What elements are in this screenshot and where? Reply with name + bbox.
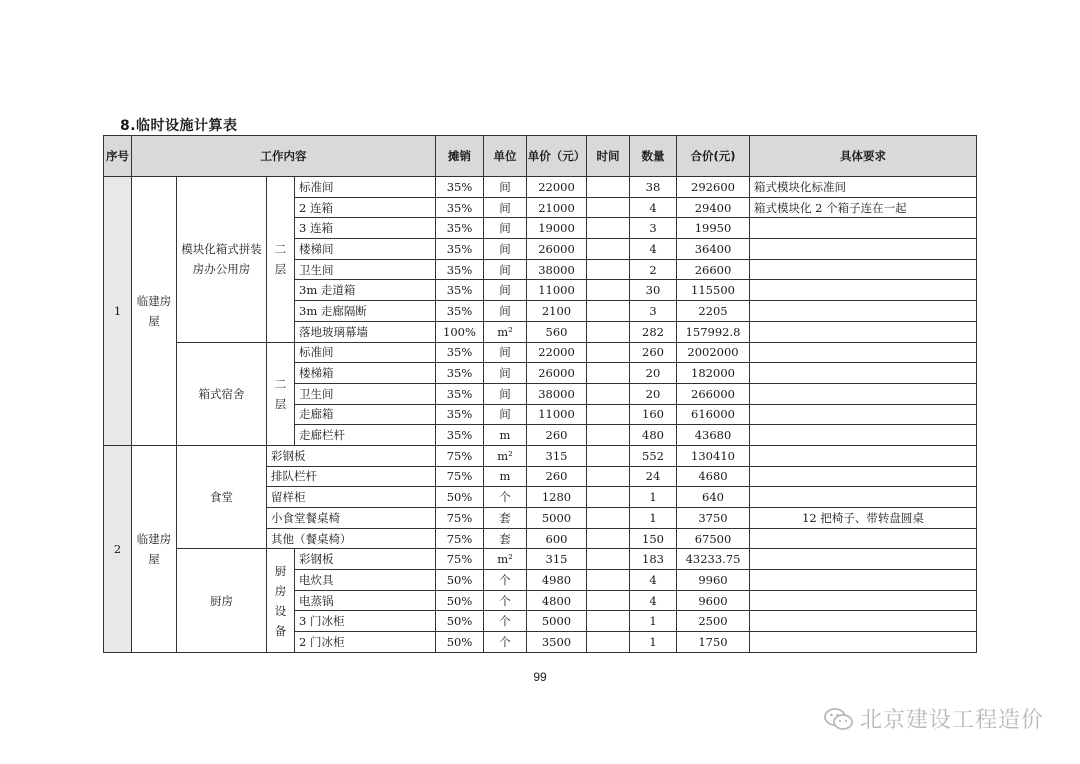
requirements-cell: 箱式模块化标准间	[750, 177, 977, 198]
time-cell	[587, 508, 630, 529]
requirements-cell	[750, 259, 977, 280]
unit-cell: 间	[484, 239, 527, 260]
unit-price-cell: 38000	[527, 259, 587, 280]
unit-price-cell: 38000	[527, 383, 587, 404]
unit-cell: 个	[484, 570, 527, 591]
requirements-cell	[750, 549, 977, 570]
requirements-cell	[750, 590, 977, 611]
unit-price-cell: 3500	[527, 632, 587, 653]
total-cell: 26600	[677, 259, 750, 280]
total-cell: 67500	[677, 528, 750, 549]
time-cell	[587, 259, 630, 280]
category-cell: 临建房屋	[132, 177, 177, 446]
requirements-cell	[750, 528, 977, 549]
unit-cell: m²	[484, 549, 527, 570]
time-cell	[587, 301, 630, 322]
item-name-cell: 标准间	[295, 177, 436, 198]
total-cell: 266000	[677, 383, 750, 404]
requirements-cell	[750, 632, 977, 653]
amortization-cell: 35%	[436, 425, 484, 446]
watermark-text: 北京建设工程造价	[859, 708, 1044, 733]
item-name-cell: 3 连箱	[295, 218, 436, 239]
amortization-cell: 75%	[436, 528, 484, 549]
unit-cell: m	[484, 425, 527, 446]
amortization-cell: 100%	[436, 321, 484, 342]
amortization-cell: 35%	[436, 363, 484, 384]
quantity-cell: 183	[630, 549, 677, 570]
floor-cell: 二层	[267, 342, 295, 445]
unit-price-cell: 600	[527, 528, 587, 549]
amortization-cell: 50%	[436, 570, 484, 591]
unit-cell: 个	[484, 487, 527, 508]
item-name-cell: 卫生间	[295, 383, 436, 404]
unit-cell: 个	[484, 632, 527, 653]
amortization-cell: 35%	[436, 342, 484, 363]
requirements-cell	[750, 239, 977, 260]
total-cell: 640	[677, 487, 750, 508]
amortization-cell: 35%	[436, 301, 484, 322]
item-name-cell: 标准间	[295, 342, 436, 363]
watermark	[824, 703, 1044, 734]
requirements-cell	[750, 466, 977, 487]
quantity-cell: 260	[630, 342, 677, 363]
quantity-cell: 552	[630, 445, 677, 466]
amortization-cell: 50%	[436, 632, 484, 653]
item-name-cell: 排队栏杆	[267, 466, 436, 487]
unit-price-cell: 260	[527, 425, 587, 446]
requirements-cell: 箱式模块化 2 个箱子连在一起	[750, 197, 977, 218]
item-name-cell: 卫生间	[295, 259, 436, 280]
header-amortization: 摊销	[436, 136, 484, 177]
time-cell	[587, 404, 630, 425]
quantity-cell: 20	[630, 383, 677, 404]
quantity-cell: 1	[630, 508, 677, 529]
quantity-cell: 30	[630, 280, 677, 301]
time-cell	[587, 445, 630, 466]
unit-cell: 套	[484, 528, 527, 549]
total-cell: 9960	[677, 570, 750, 591]
quantity-cell: 2	[630, 259, 677, 280]
header-unit: 单位	[484, 136, 527, 177]
item-name-cell: 留样柜	[267, 487, 436, 508]
requirements-cell: 12 把椅子、带转盘圆桌	[750, 508, 977, 529]
total-cell: 2500	[677, 611, 750, 632]
total-cell: 115500	[677, 280, 750, 301]
quantity-cell: 160	[630, 404, 677, 425]
page-number: 99	[533, 670, 547, 684]
table-row	[104, 342, 977, 363]
amortization-cell: 75%	[436, 445, 484, 466]
amortization-cell: 35%	[436, 218, 484, 239]
amortization-cell: 50%	[436, 487, 484, 508]
time-cell	[587, 466, 630, 487]
subcategory-cell: 箱式宿舍	[177, 342, 267, 445]
quantity-cell: 4	[630, 590, 677, 611]
amortization-cell: 35%	[436, 197, 484, 218]
time-cell	[587, 528, 630, 549]
header-seq: 序号	[104, 136, 132, 177]
time-cell	[587, 590, 630, 611]
unit-cell: 间	[484, 177, 527, 198]
header-content: 工作内容	[132, 136, 436, 177]
amortization-cell: 50%	[436, 611, 484, 632]
amortization-cell: 35%	[436, 239, 484, 260]
item-name-cell: 彩钢板	[295, 549, 436, 570]
category-cell: 临建房屋	[132, 445, 177, 652]
total-cell: 616000	[677, 404, 750, 425]
requirements-cell	[750, 404, 977, 425]
table-header-row	[104, 136, 977, 177]
header-unit-price: 单价（元）	[527, 136, 587, 177]
unit-price-cell: 22000	[527, 342, 587, 363]
header-time: 时间	[587, 136, 630, 177]
item-name-cell: 电炊具	[295, 570, 436, 591]
requirements-cell	[750, 611, 977, 632]
quantity-cell: 24	[630, 466, 677, 487]
unit-price-cell: 22000	[527, 177, 587, 198]
unit-cell: m	[484, 466, 527, 487]
unit-price-cell: 1280	[527, 487, 587, 508]
total-cell: 3750	[677, 508, 750, 529]
table-row	[104, 177, 977, 198]
unit-price-cell: 315	[527, 549, 587, 570]
requirements-cell	[750, 445, 977, 466]
unit-price-cell: 4980	[527, 570, 587, 591]
unit-price-cell: 560	[527, 321, 587, 342]
unit-price-cell: 260	[527, 466, 587, 487]
unit-cell: 间	[484, 404, 527, 425]
unit-price-cell: 5000	[527, 611, 587, 632]
total-cell: 43680	[677, 425, 750, 446]
time-cell	[587, 342, 630, 363]
amortization-cell: 75%	[436, 466, 484, 487]
header-quantity: 数量	[630, 136, 677, 177]
quantity-cell: 20	[630, 363, 677, 384]
quantity-cell: 4	[630, 239, 677, 260]
quantity-cell: 150	[630, 528, 677, 549]
total-cell: 4680	[677, 466, 750, 487]
quantity-cell: 1	[630, 632, 677, 653]
item-name-cell: 3m 走道箱	[295, 280, 436, 301]
requirements-cell	[750, 280, 977, 301]
unit-price-cell: 315	[527, 445, 587, 466]
subcategory-cell: 模块化箱式拼装房办公用房	[177, 177, 267, 343]
amortization-cell: 35%	[436, 404, 484, 425]
unit-cell: 个	[484, 590, 527, 611]
time-cell	[587, 177, 630, 198]
unit-cell: 间	[484, 301, 527, 322]
subcategory-cell: 食堂	[177, 445, 267, 548]
requirements-cell	[750, 425, 977, 446]
unit-cell: 间	[484, 342, 527, 363]
header-total: 合价(元)	[677, 136, 750, 177]
table-row	[104, 549, 977, 570]
quantity-cell: 282	[630, 321, 677, 342]
item-name-cell: 电蒸锅	[295, 590, 436, 611]
time-cell	[587, 363, 630, 384]
item-name-cell: 3 门冰柜	[295, 611, 436, 632]
quantity-cell: 1	[630, 611, 677, 632]
quantity-cell: 4	[630, 197, 677, 218]
floor-cell: 二层	[267, 177, 295, 343]
item-name-cell: 其他（餐桌椅）	[267, 528, 436, 549]
item-name-cell: 2 门冰柜	[295, 632, 436, 653]
subcategory-cell: 厨房	[177, 549, 267, 652]
header-requirements: 具体要求	[750, 136, 977, 177]
unit-cell: 间	[484, 197, 527, 218]
unit-price-cell: 11000	[527, 404, 587, 425]
unit-cell: m²	[484, 321, 527, 342]
time-cell	[587, 218, 630, 239]
requirements-cell	[750, 321, 977, 342]
requirements-cell	[750, 383, 977, 404]
item-name-cell: 楼梯间	[295, 239, 436, 260]
unit-price-cell: 21000	[527, 197, 587, 218]
seq-cell: 2	[104, 445, 132, 652]
total-cell: 157992.8	[677, 321, 750, 342]
unit-cell: 间	[484, 218, 527, 239]
amortization-cell: 35%	[436, 177, 484, 198]
section-title: 8.临时设施计算表	[120, 118, 238, 134]
unit-price-cell: 11000	[527, 280, 587, 301]
amortization-cell: 75%	[436, 549, 484, 570]
time-cell	[587, 570, 630, 591]
unit-cell: 间	[484, 280, 527, 301]
item-name-cell: 2 连箱	[295, 197, 436, 218]
item-name-cell: 3m 走廊隔断	[295, 301, 436, 322]
total-cell: 2002000	[677, 342, 750, 363]
requirements-cell	[750, 218, 977, 239]
amortization-cell: 35%	[436, 383, 484, 404]
amortization-cell: 50%	[436, 590, 484, 611]
total-cell: 29400	[677, 197, 750, 218]
amortization-cell: 75%	[436, 508, 484, 529]
item-name-cell: 落地玻璃幕墙	[295, 321, 436, 342]
unit-cell: 间	[484, 259, 527, 280]
unit-price-cell: 5000	[527, 508, 587, 529]
quantity-cell: 480	[630, 425, 677, 446]
seq-cell: 1	[104, 177, 132, 446]
unit-price-cell: 26000	[527, 363, 587, 384]
table-row	[104, 445, 977, 466]
amortization-cell: 35%	[436, 280, 484, 301]
total-cell: 1750	[677, 632, 750, 653]
time-cell	[587, 280, 630, 301]
total-cell: 182000	[677, 363, 750, 384]
time-cell	[587, 197, 630, 218]
time-cell	[587, 611, 630, 632]
total-cell: 130410	[677, 445, 750, 466]
facility-table	[103, 135, 977, 653]
item-name-cell: 彩钢板	[267, 445, 436, 466]
quantity-cell: 1	[630, 487, 677, 508]
quantity-cell: 3	[630, 301, 677, 322]
time-cell	[587, 321, 630, 342]
unit-cell: m²	[484, 445, 527, 466]
unit-cell: 个	[484, 611, 527, 632]
total-cell: 36400	[677, 239, 750, 260]
floor-cell: 厨房设备	[267, 549, 295, 652]
unit-cell: 间	[484, 363, 527, 384]
item-name-cell: 走廊箱	[295, 404, 436, 425]
item-name-cell: 小食堂餐桌椅	[267, 508, 436, 529]
requirements-cell	[750, 570, 977, 591]
unit-price-cell: 4800	[527, 590, 587, 611]
quantity-cell: 38	[630, 177, 677, 198]
wechat-icon	[824, 707, 854, 731]
total-cell: 292600	[677, 177, 750, 198]
quantity-cell: 4	[630, 570, 677, 591]
time-cell	[587, 549, 630, 570]
requirements-cell	[750, 342, 977, 363]
total-cell: 19950	[677, 218, 750, 239]
time-cell	[587, 383, 630, 404]
requirements-cell	[750, 363, 977, 384]
time-cell	[587, 632, 630, 653]
unit-price-cell: 2100	[527, 301, 587, 322]
time-cell	[587, 425, 630, 446]
amortization-cell: 35%	[436, 259, 484, 280]
unit-price-cell: 19000	[527, 218, 587, 239]
item-name-cell: 楼梯箱	[295, 363, 436, 384]
unit-cell: 套	[484, 508, 527, 529]
time-cell	[587, 487, 630, 508]
unit-price-cell: 26000	[527, 239, 587, 260]
time-cell	[587, 239, 630, 260]
total-cell: 9600	[677, 590, 750, 611]
unit-cell: 间	[484, 383, 527, 404]
total-cell: 43233.75	[677, 549, 750, 570]
quantity-cell: 3	[630, 218, 677, 239]
item-name-cell: 走廊栏杆	[295, 425, 436, 446]
total-cell: 2205	[677, 301, 750, 322]
requirements-cell	[750, 301, 977, 322]
requirements-cell	[750, 487, 977, 508]
